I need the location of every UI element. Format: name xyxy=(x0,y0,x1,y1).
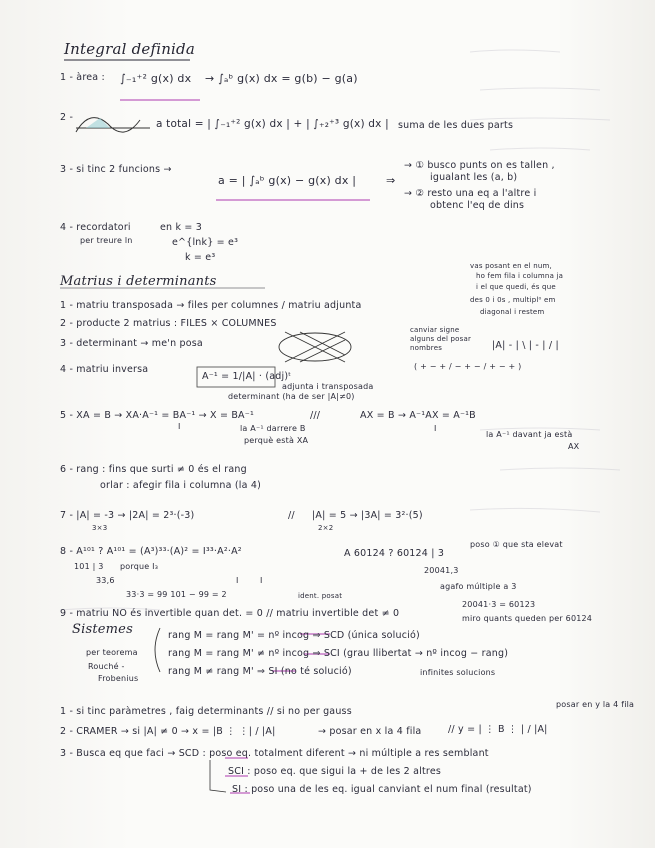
matrius-item-3-note-3: nombres xyxy=(410,344,443,352)
matrius-item-5-note1b: perquè està XA xyxy=(244,436,309,445)
integral-item-3-step1: → ① busco punts on es tallen , xyxy=(404,160,555,171)
matrius-item-3: 3 - determinant → me'n posa xyxy=(60,338,203,349)
integral-item-1-number: 1 - àrea : xyxy=(60,72,105,83)
integral-item-2-total: a total = | ∫₋₁⁺² g(x) dx | + | ∫₊₂⁺³ g(x) dx | xyxy=(156,118,389,130)
matrius-item-6: 6 - rang : fins que surti ≠ 0 és el rang xyxy=(60,464,247,475)
matrius-side-note-2: ho fem fila i columna ja xyxy=(476,272,564,280)
section-title-sistemes: Sistemes xyxy=(72,622,133,637)
matrius-item-8-note: poso ① que sta elevat xyxy=(470,540,563,549)
matrius-item-6b: orlar : afegir fila i columna (la 4) xyxy=(100,480,262,491)
matrius-item-3-note-2: alguns del posar xyxy=(410,335,472,343)
integral-item-4-eq1: en k = 3 xyxy=(160,222,203,233)
matrius-item-5-note2: la A⁻¹ davant ja està xyxy=(486,430,573,439)
sistemes-frobenius-label: Frobenius xyxy=(98,674,139,683)
matrius-item-5-note1: la A⁻¹ darrere B xyxy=(240,424,306,433)
sarrus-diagram-icon xyxy=(279,332,351,362)
integral-item-1-expression: ∫₋₁⁺² g(x) dx xyxy=(120,72,192,85)
matrius-side-note-1: vas posant en el num, xyxy=(470,262,552,270)
sistemes-item-2: 2 - CRAMER → si |A| ≠ 0 → x = |B ⋮ ⋮| / |A| xyxy=(60,726,276,737)
matrius-item-7-size: 3×3 xyxy=(92,524,108,532)
integral-item-3-step1b: igualant les (a, b) xyxy=(430,172,518,183)
matrius-item-5-right: AX = B → A⁻¹AX = A⁻¹B xyxy=(360,410,476,421)
matrius-item-8-calc2: 33,6 xyxy=(96,576,115,585)
matrius-item-3-det: |A| - | \ | - | / | xyxy=(492,340,559,351)
sistemes-theorem-label: per teorema xyxy=(86,648,138,657)
matrius-item-1: 1 - matriu transposada → files per columnes / matriu adjunta xyxy=(60,300,362,311)
matrius-item-8: 8 - A¹⁰¹ ? A¹⁰¹ = (A³)³³·(A)² = I³³·A²·A² xyxy=(60,546,242,557)
sistemes-sci: rang M = rang M' ≠ nº incog ⇒ SCI (grau llibertat → nº incog − rang) xyxy=(168,648,509,659)
matrius-item-5: 5 - XA = B → XA·A⁻¹ = BA⁻¹ → X = BA⁻¹ xyxy=(60,410,254,421)
sistemes-item-2-right-note: posar en y la 4 fila xyxy=(556,700,635,709)
matrius-item-8-calc4: 20041,3 xyxy=(424,566,459,575)
section-title-integral: Integral definida xyxy=(64,40,196,58)
matrius-item-4: 4 - matriu inversa xyxy=(60,364,149,375)
matrius-side-note-5: diagonal i restem xyxy=(480,308,545,316)
sistemes-item-2-note: → posar en x la 4 fila xyxy=(318,726,422,737)
matrius-item-8-identity: I xyxy=(236,576,239,585)
sistemes-item-1: 1 - si tinc paràmetres , faig determinants // si no per gauss xyxy=(60,706,352,717)
section-title-matrius: Matrius i determinants xyxy=(60,274,217,289)
matrius-item-8-identity3: ident. posat xyxy=(298,592,343,600)
matrius-item-4-note1: adjunta i transposada xyxy=(282,382,374,391)
matrius-item-8-right: A 60124 ? 60124 | 3 xyxy=(344,548,445,559)
integral-item-4-label: 4 - recordatori xyxy=(60,222,131,233)
matrius-item-7-size2: 2×2 xyxy=(318,524,334,532)
integral-item-4-eq3: k = e³ xyxy=(185,252,216,263)
matrius-item-5-separator: /// xyxy=(310,410,321,421)
matrius-item-5-identity-right: I xyxy=(434,424,437,433)
integral-item-3-expression: a = | ∫ₐᵇ g(x) − g(x) dx | xyxy=(218,174,357,187)
sine-graph-icon xyxy=(76,118,150,133)
integral-item-3-implies: ⇒ xyxy=(386,174,396,187)
matrius-item-8-calc7: miro quants queden per 60124 xyxy=(462,614,593,623)
matrius-item-2: 2 - producte 2 matrius : FILES × COLUMNES xyxy=(60,318,277,329)
matrius-item-8-calc1: 101 | 3 xyxy=(74,562,104,571)
integral-item-2-number: 2 - xyxy=(60,112,74,123)
sistemes-infinite-note: infinites solucions xyxy=(420,668,496,677)
matrius-item-3-note-1: canviar signe xyxy=(410,326,460,334)
matrius-item-4-formula: A⁻¹ = 1/|A| · (adj)ᵗ xyxy=(202,371,292,382)
matrius-item-7-right: |A| = 5 → |3A| = 3²·(5) xyxy=(312,510,423,521)
matrius-item-9: 9 - matriu NO és invertible quan det. = 0 // matriu invertible det ≠ 0 xyxy=(60,608,400,619)
matrius-item-8-calc5: agafo múltiple a 3 xyxy=(440,582,517,591)
sistemes-si: rang M ≠ rang M' ⇒ SI (no té solució) xyxy=(168,666,352,677)
sistemes-rouche-label: Rouché - xyxy=(88,662,125,671)
matrius-item-7: 7 - |A| = -3 → |2A| = 2³·(-3) xyxy=(60,510,195,521)
matrius-side-note-4: des 0 i 0s , multipl⁰ em xyxy=(470,296,556,304)
matrius-item-8-calc1b: porque I₃ xyxy=(120,562,159,571)
matrius-item-8-identity2: I xyxy=(260,576,263,585)
integral-item-2-note: suma de les dues parts xyxy=(398,120,514,131)
sistemes-item-3c: SI : poso una de les eq. igual canviant el num final (resultat) xyxy=(232,784,532,795)
matrius-side-note-3: i el que quedi, és que xyxy=(476,283,556,291)
sistemes-scd: rang M = rang M' = nº incog ⇒ SCD (única solució) xyxy=(168,630,420,641)
integral-item-3-step2: → ② resto una eq a l'altre i xyxy=(404,188,537,199)
matrius-item-5-note2b: AX xyxy=(568,442,580,451)
matrius-item-4-note2: determinant (ha de ser |A|≠0) xyxy=(228,392,355,401)
matrius-item-3-signs: ( + − + / − + − / + − + ) xyxy=(414,362,522,371)
integral-item-4-eq2: e^{lnk} = e³ xyxy=(172,237,239,248)
matrius-item-5-identity-left: I xyxy=(178,422,181,431)
sistemes-item-3b: SCI : poso eq. que sigui la + de les 2 altres xyxy=(228,766,442,777)
sistemes-item-3: 3 - Busca eq que faci → SCD : poso eq. totalment diferent → ni múltiple a res semblant xyxy=(60,748,489,759)
integral-item-3-label: 3 - si tinc 2 funcions → xyxy=(60,164,172,175)
matrius-item-8-calc3: 33·3 = 99 101 − 99 = 2 xyxy=(126,590,227,599)
integral-item-4-sub: per treure ln xyxy=(80,236,133,245)
sistemes-item-2-right: // y = | ⋮ B ⋮ | / |A| xyxy=(448,724,548,735)
matrius-item-7-separator: // xyxy=(288,510,295,521)
integral-item-3-step2b: obtenc l'eq de dins xyxy=(430,200,525,211)
integral-item-1-rule: → ∫ₐᵇ g(x) dx = g(b) − g(a) xyxy=(205,72,358,85)
matrius-item-8-calc6: 20041·3 = 60123 xyxy=(462,600,536,609)
